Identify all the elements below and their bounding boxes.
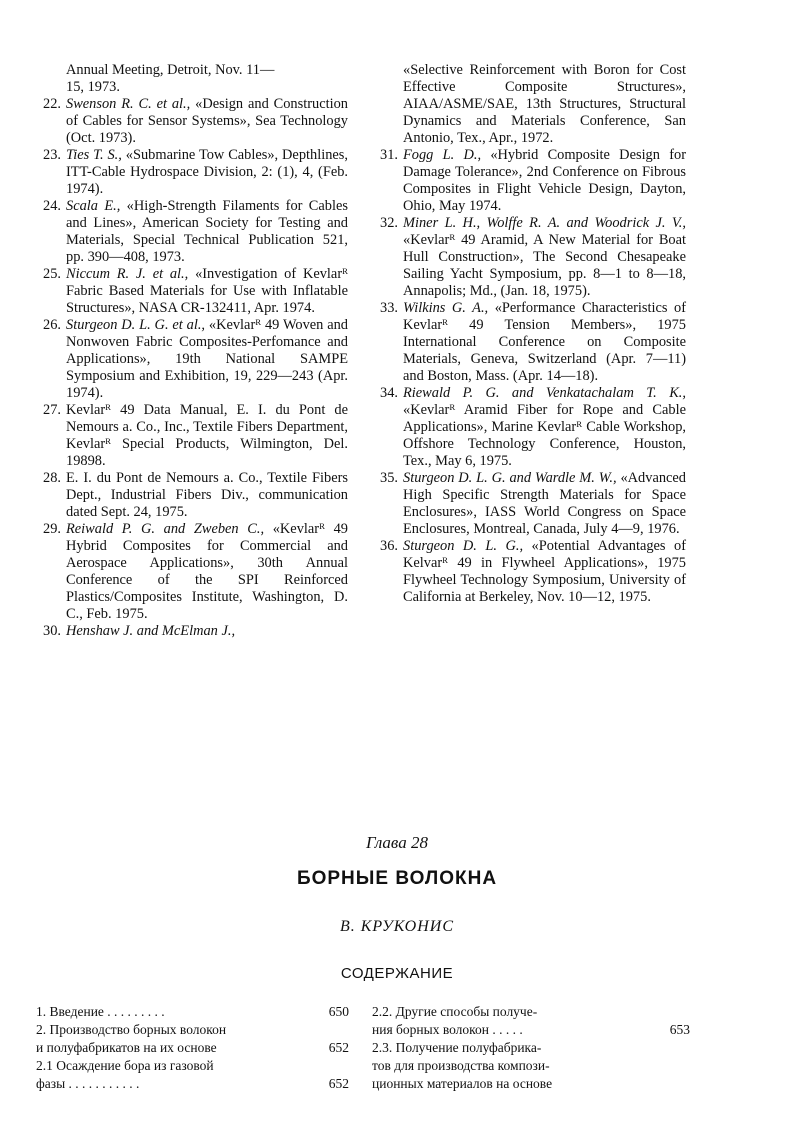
toc-page-number (660, 1039, 690, 1057)
toc-entry-text: ционных материалов на основе (372, 1076, 553, 1091)
reference-26 (33, 317, 348, 402)
references-left-column (33, 62, 348, 640)
reference-text: «Advanced High Specific Strength Materials for Space Enclosures», IASS World Congress on Space Enclosures, Montreal, Canada, July 4—9, 1976. (403, 470, 686, 537)
reference-author: Henshaw J. and McElman J., (66, 623, 236, 639)
toc-entry-text: 1. Введение . . . . . . . . . (36, 1004, 165, 1019)
toc-entry-text: 2. Производство борных волокон (36, 1022, 227, 1037)
toc-entry (36, 1039, 349, 1057)
toc-entry-text: 2.2. Другие способы получе- (372, 1004, 538, 1019)
chapter-title: БОРНЫЕ ВОЛОКНА (296, 868, 498, 889)
reference-text: Kevlarᴿ 49 Data Manual, E. I. du Pont de Nemours a. Co., Inc., Textile Fibers Department, Kevlarᴿ Special Products, Wilmington, Del. 19898. (66, 402, 348, 469)
reference-number: 22. (43, 96, 61, 112)
toc-entry (372, 1021, 690, 1039)
toc-entry (36, 1021, 349, 1039)
reference-text: «Potential Advantages of Kelvarᴿ 49 in Flywheel Applications», 1975 Flywheel Technology Symposium, University of California at Berkeley, Nov. 10—12, 1975. (403, 538, 686, 605)
chapter-author: В. КРУКОНИС (339, 918, 454, 935)
reference-number: 24. (43, 198, 61, 214)
reference-number: 26. (43, 317, 61, 333)
reference-text: «Investigation of Kevlarᴿ Fabric Based Materials for Use with Inflatable Structures», NASA CR-132411, Apr. 1974. (66, 266, 349, 316)
reference-27 (33, 402, 348, 470)
reference-author: Sturgeon D. L. G. et al., (66, 317, 206, 333)
reference-author: Ties T. S., (66, 147, 122, 163)
contents-heading: СОДЕРЖАНИЕ (340, 965, 454, 982)
reference-25 (33, 266, 348, 317)
reference-29 (33, 521, 348, 623)
reference-text: «Performance Characteristics of Kevlarᴿ 49 Tension Members», 1975 International Conference on Composite Materials, Geneva, Switzerland (Apr. 7—11) and Boston, Mass. (Apr. 14—18). (403, 300, 686, 384)
toc-page-number (319, 1021, 349, 1039)
reference-33 (370, 300, 686, 385)
reference-number: 29. (43, 521, 61, 537)
reference-author: Sturgeon D. L. G., (403, 538, 524, 554)
reference-author: Reiwald P. G. and Zweben C., (66, 521, 265, 537)
reference-number: 27. (43, 402, 61, 418)
toc-entry (36, 1057, 349, 1075)
reference-32 (370, 215, 686, 300)
reference-36 (370, 538, 686, 606)
reference-number: 25. (43, 266, 61, 282)
toc-page-number (319, 1057, 349, 1075)
reference-22 (33, 96, 348, 147)
toc-page-number (660, 1003, 690, 1021)
reference-number: 32. (380, 215, 398, 231)
toc-page-number: 652 (328, 1040, 349, 1055)
toc-page-number (660, 1057, 690, 1075)
toc-entry-text: тов для производства компози- (372, 1058, 550, 1073)
reference-text: «High-Strength Filaments for Cables and Lines», American Society for Testing and Materials, Special Technical Publication 521, pp. 390—408, 1973. (66, 198, 348, 265)
reference-author: Wilkins G. A., (403, 300, 489, 316)
toc-entry-text: 2.3. Получение полуфабрика- (372, 1040, 542, 1055)
reference-author: Miner L. H., Wolffe R. A. and Woodrick J. V., (403, 215, 686, 231)
references-right-column (370, 62, 686, 606)
reference-author: Swenson R. C. et al., (66, 96, 191, 112)
reference-text: E. I. du Pont de Nemours a. Co., Textile Fibers Dept., Industrial Fibers Div., communication dated Sept. 24, 1975. (66, 470, 348, 520)
toc-entry-text: и полуфабрикатов на их основе (36, 1040, 217, 1055)
toc-page-number: 650 (328, 1004, 349, 1019)
reference-30 (33, 623, 348, 640)
toc-page-number (660, 1075, 690, 1093)
reference-text: «Kevlarᴿ 49 Woven and Nonwoven Fabric Composites-Perfomance and Applications», 19th National SAMPE Symposium and Exhibition, 19, 229—243 (Apr. 1974). (66, 317, 348, 401)
reference-34 (370, 385, 686, 470)
reference-author: Fogg L. D., (403, 147, 482, 163)
toc-entry (372, 1039, 690, 1057)
toc-left-column (36, 1003, 349, 1093)
toc-page-number: 653 (669, 1022, 690, 1037)
reference-author: Scala E., (66, 198, 121, 214)
reference-number: 34. (380, 385, 398, 401)
toc-entry-text: ния борных волокон . . . . . (372, 1022, 523, 1037)
toc-right-column (372, 1003, 690, 1093)
reference-28 (33, 470, 348, 521)
reference-23 (33, 147, 348, 198)
toc-entry (36, 1075, 349, 1093)
toc-entry (372, 1057, 690, 1075)
reference-text: «Submarine Tow Cables», Depthlines, ITT-Cable Hydrospace Division, 2: (1), 4, (Feb. 1974). (66, 147, 348, 197)
reference-number: 35. (380, 470, 398, 486)
toc-entry (36, 1003, 349, 1021)
reference-number: 30. (43, 623, 61, 639)
reference-35 (370, 470, 686, 538)
chapter-label: Глава 28 (366, 833, 428, 852)
reference-number: 36. (380, 538, 398, 554)
reference-text: «Design and Construction of Cables for Sensor Systems», Sea Technology (Oct. 1973). (66, 96, 348, 146)
toc-entry (372, 1075, 690, 1093)
toc-page-number: 652 (328, 1076, 349, 1091)
reference-24 (33, 198, 348, 266)
reference-author: Niccum R. J. et al., (66, 266, 189, 282)
reference-text: «Kevlarᴿ 49 Hybrid Composites for Commercial and Aerospace Applications», 30th Annual Conference of the SPI Reinforced Plastics/Composites Institute, Washington, D. C., Feb. 1975. (66, 521, 348, 622)
reference-number: 31. (380, 147, 398, 163)
toc-entry-text: фазы . . . . . . . . . . . (36, 1076, 140, 1091)
reference-number: 33. (380, 300, 398, 316)
reference-text: «Kevlarᴿ Aramid Fiber for Rope and Cable Applications», Marine Kevlarᴿ Cable Workshop, Offshore Technology Conference, Houston, Tex., May 6, 1975. (403, 402, 686, 469)
reference-author: Riewald P. G. and Venkatachalam T. K., (403, 385, 686, 401)
reference-31 (370, 147, 686, 215)
reference-continuation: «Selective Reinforcement with Boron for Cost Effective Composite Structures», AIAA/ASME/SAE, 13th Structures, Structural Dynamics and Materials Conference, San Antonio, Tex., Apr., 1972. (403, 62, 686, 146)
reference-text: «Kevlarᴿ 49 Aramid, A New Material for Boat Hull Construction», The Second Chesapeake Sailing Yacht Symposium, pp. 8—1 to 8—18, Annapolis; Md., (Jan. 18, 1975). (403, 232, 686, 299)
reference-number: 23. (43, 147, 61, 163)
reference-number: 28. (43, 470, 61, 486)
reference-author: Sturgeon D. L. G. and Wardle M. W., (403, 470, 617, 486)
toc-entry-text: 2.1 Осаждение бора из газовой (36, 1058, 214, 1073)
reference-text: «Hybrid Composite Design for Damage Tolerance», 2nd Conference on Fibrous Composites in Flight Vehicle Design, Dayton, Ohio, May 1974. (403, 147, 686, 214)
toc-entry (372, 1003, 690, 1021)
reference-continuation: Annual Meeting, Detroit, Nov. 11— 15, 1973. (66, 62, 275, 95)
